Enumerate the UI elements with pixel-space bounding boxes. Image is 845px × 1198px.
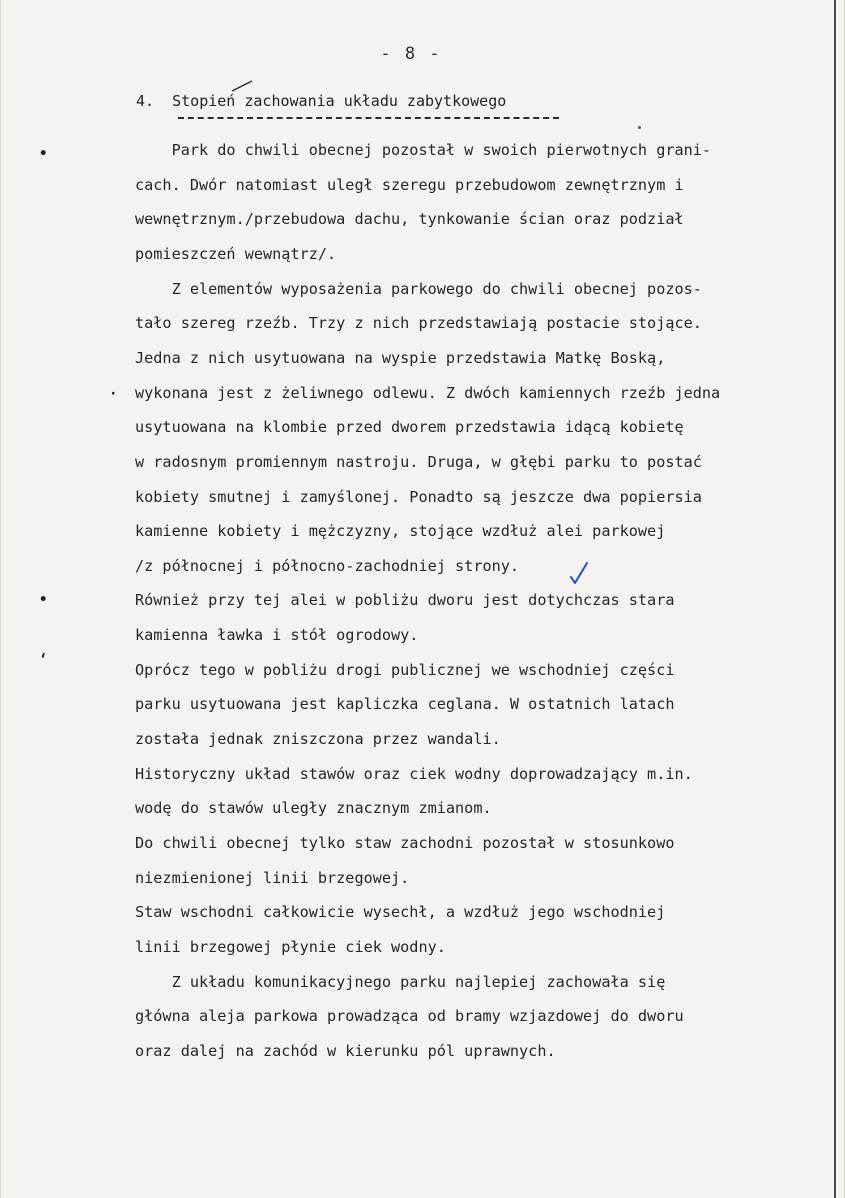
- page-number: - 8 -: [380, 44, 442, 64]
- text-line: Z elementów wyposażenia parkowego do chwili obecnej pozos-: [135, 280, 702, 298]
- page-edge-line: [834, 0, 836, 1198]
- text-line: wodę do stawów uległy znacznym zmianom.: [135, 799, 492, 817]
- text-line: Z układu komunikacyjnego parku najlepiej zachowała się: [135, 973, 666, 991]
- text-line: Do chwili obecnej tylko staw zachodni pozostał w stosunkowo: [135, 834, 675, 852]
- text-line: wewnętrznym./przebudowa dachu, tynkowanie ścian oraz podział: [135, 210, 684, 228]
- margin-mark: ·: [109, 386, 118, 402]
- checkmark-icon: [569, 561, 589, 585]
- text-line: Historyczny układ stawów oraz ciek wodny doprowadzający m.in.: [135, 765, 693, 783]
- text-line: Staw wschodni całkowicie wysechł, a wzdłuż jego wschodniej: [135, 903, 666, 921]
- text-line: kamienna ławka i stół ogrodowy.: [135, 626, 419, 644]
- text-line: linii brzegowej płynie ciek wodny.: [135, 938, 446, 956]
- text-line: niezmienionej linii brzegowej.: [135, 869, 410, 887]
- text-line: tało szereg rzeźb. Trzy z nich przedstawiają postacie stojące.: [135, 314, 702, 332]
- text-line: Oprócz tego w pobliżu drogi publicznej we wschodniej części: [135, 661, 675, 679]
- text-line: cach. Dwór natomiast uległ szeregu przebudowom zewnętrznym i: [135, 176, 684, 194]
- text-line: kobiety smutnej i zamyślonej. Ponadto są jeszcze dwa popiersia: [135, 488, 702, 506]
- text-line: Również przy tej alei w pobliżu dworu jest dotychczas stara: [135, 591, 675, 609]
- text-line: Jedna z nich usytuowana na wyspie przedstawia Matkę Boską,: [135, 349, 666, 367]
- margin-mark: •: [39, 146, 48, 162]
- text-line: wykonana jest z żeliwnego odlewu. Z dwóch kamiennych rzeźb jedna: [135, 384, 721, 402]
- stray-ink-dot: [638, 126, 641, 129]
- text-line: została jednak zniszczona przez wandali.: [135, 730, 501, 748]
- text-line: kamienne kobiety i mężczyzny, stojące wzdłuż alei parkowej: [135, 522, 666, 540]
- text-line: usytuowana na klombie przed dworem przedstawia idącą kobietę: [135, 418, 684, 436]
- text-line: /z północnej i północno-zachodniej strony.: [135, 557, 520, 575]
- text-line: pomieszczeń wewnątrz/.: [135, 245, 337, 263]
- margin-mark: •: [39, 592, 48, 608]
- heading-underline: [178, 117, 559, 119]
- margin-mark: ʻ: [39, 652, 48, 668]
- section-number: 4.: [136, 92, 155, 110]
- text-line: główna aleja parkowa prowadząca od bramy wzjazdowej do dworu: [135, 1007, 684, 1025]
- handwritten-accent-mark: [230, 80, 254, 92]
- section-heading: [136, 92, 506, 110]
- text-line: oraz dalej na zachód w kierunku pól uprawnych.: [135, 1042, 556, 1060]
- text-line: parku usytuowana jest kapliczka ceglana. W ostatnich latach: [135, 695, 675, 713]
- text-line: w radosnym promiennym nastroju. Druga, w głębi parku to postać: [135, 453, 702, 471]
- section-title: Stopień zachowania układu zabytkowego: [172, 92, 507, 110]
- text-line: Park do chwili obecnej pozostał w swoich pierwotnych grani-: [135, 141, 712, 159]
